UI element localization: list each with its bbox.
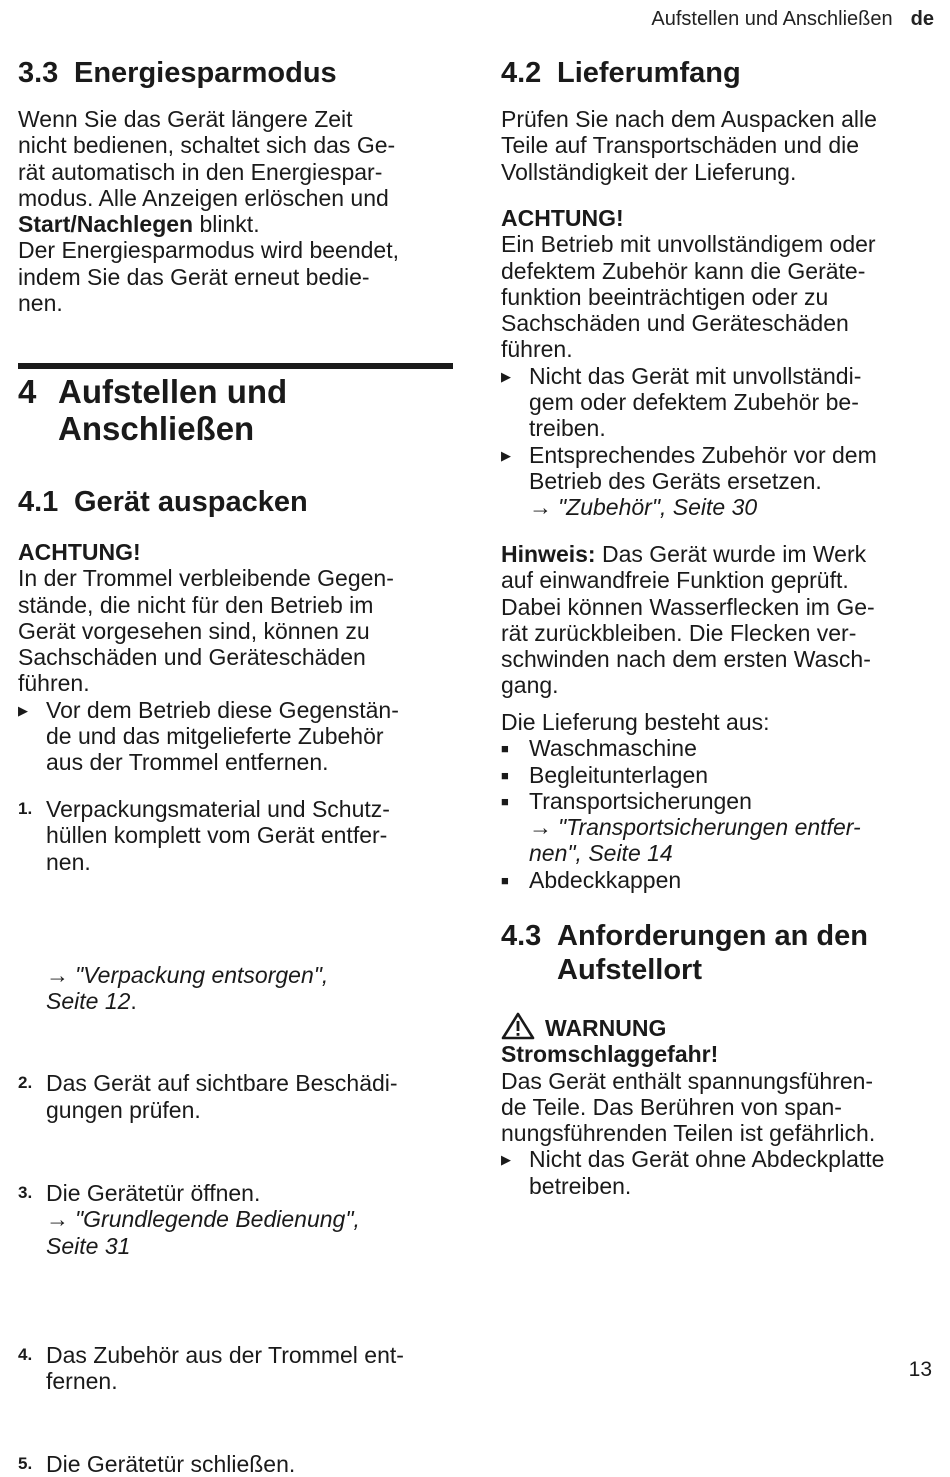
cross-reference: Seite 31 [46, 1232, 131, 1259]
step-3: 3. Die Gerätetür öffnen. → "Grundlegende Bedienung", Seite 31 [18, 1180, 453, 1259]
list-item: ■ Abdeckkappen [501, 867, 941, 893]
section-heading [18, 485, 453, 519]
step-1: 1. Verpackungsmaterial und Schutz- hüllen komplett vom Gerät entfer- nen. [18, 796, 390, 875]
cross-reference: "Verpackung entsorgen", [75, 961, 329, 988]
bullet-item: ▶ Vor dem Betrieb diese Gegenstän- de und das mitgelieferte Zubehör aus der Trommel entfernen. [18, 696, 399, 776]
text-line: nicht bedienen, schaltet sich das Ge- [18, 132, 396, 159]
list-item: ■ Waschmaschine [501, 735, 941, 761]
page-header [651, 8, 934, 31]
step-2: 2. Das Gerät auf sichtbare Beschädi- gungen prüfen. [18, 1070, 398, 1123]
notice-label: ACHTUNG! [18, 539, 141, 565]
section-number: 3.3 [18, 57, 59, 89]
page-number: 13 [908, 1358, 932, 1381]
hint-label: Hinweis: [501, 541, 596, 567]
section-4-2 [501, 56, 941, 90]
left-column [18, 0, 453, 1477]
section-4-3 [501, 919, 941, 987]
triangle-bullet-icon: ▶ [501, 1152, 511, 1168]
triangle-bullet-icon: ▶ [501, 368, 511, 384]
cross-reference: "Transportsicherungen entfer- [558, 814, 861, 841]
warning-triangle-icon [501, 1012, 535, 1040]
step-1-reference: → "Verpackung entsorgen", Seite 12. [46, 961, 329, 1015]
text-line: Start/Nachlegen blinkt. [18, 211, 260, 238]
list-item: ■ Begleitunterlagen [501, 762, 941, 788]
section-number: 4.3 [501, 920, 542, 952]
arrow-right-icon: → [46, 961, 69, 988]
warning-block: WARNUNG Stromschlaggefahr! Das Gerät enthält spannungsführen- de Teile. Das Berühren von span- nungsführenden Teilen ist gefährlich. ▶ Nicht das Gerät ohne Abdeckplatte betreiben. [501, 1012, 941, 1199]
chapter-title: Aufstellen und [58, 373, 288, 410]
section-number: 4.2 [501, 57, 542, 89]
chapter-4 [18, 373, 453, 447]
triangle-bullet-icon: ▶ [501, 447, 511, 463]
bullet-item: ▶ Nicht das Gerät ohne Abdeckplatte betreiben. [501, 1146, 885, 1199]
step-number: 3. [18, 1183, 33, 1203]
step-4: 4. Das Zubehör aus der Trommel ent- fernen. [18, 1341, 404, 1395]
text-line: indem Sie das Gerät erneut bedie- [18, 263, 370, 290]
hint-paragraph: Hinweis: Das Gerät wurde im Werk auf einwandfreie Funktion geprüft. Dabei können Wasserflecken im Ge- rät zurückbleiben. Die Flecken ver- schwinden nach dem ersten Wasch- gang. [501, 541, 875, 699]
triangle-bullet-icon: ▶ [18, 702, 28, 718]
warning-heading [501, 1012, 941, 1041]
section-title: Energiesparmodus [74, 57, 337, 89]
notice-label: ACHTUNG! [501, 205, 624, 231]
arrow-right-icon: → [529, 814, 552, 841]
chapter-heading [18, 373, 453, 447]
section-title: Anforderungen an den [557, 920, 868, 952]
cross-reference: "Grundlegende Bedienung", [75, 1206, 360, 1233]
notice-unpacking [18, 539, 453, 776]
chapter-rule [18, 363, 453, 369]
square-bullet-icon: ■ [501, 872, 509, 888]
step-number: 1. [18, 799, 33, 818]
cross-reference: "Zubehör", Seite 30 [558, 494, 758, 521]
energy-paragraph [18, 106, 453, 316]
notice-accessories: ACHTUNG! Ein Betrieb mit unvollständigem oder defektem Zubehör kann die Geräte- funktion beeinträchtigen oder zu Sachschäden und Geräteschäden führen. ▶ Nicht das Gerät mit unvollständi- gem oder defektem Zubehör be- treiben. ▶ Entsprechendes Zubehör vor dem Betrieb des Geräts ersetzen. → "Zubehör", Seite 30 [501, 205, 941, 521]
delivery-list [501, 709, 941, 893]
step-5: 5. Die Gerätetür schließen. [18, 1450, 296, 1477]
list-item: ■ Transportsicherungen → "Transportsicherungen entfer- nen", Seite 14 [501, 788, 941, 867]
list-intro: Die Lieferung besteht aus: [501, 709, 770, 735]
section-heading [501, 56, 941, 90]
text-line: modus. Alle Anzeigen erlöschen und [18, 184, 389, 211]
section-title: Lieferumfang [557, 57, 741, 89]
chapter-title: Anschließen [58, 410, 255, 447]
section-title: Gerät auspacken [74, 486, 308, 518]
text-line: führen. [18, 670, 90, 697]
header-title: Aufstellen und Anschließen [651, 8, 893, 30]
section-title: Aufstellort [557, 954, 702, 986]
cross-reference: Seite 12 [46, 988, 131, 1015]
text-line: Der Energiesparmodus wird beendet, [18, 237, 399, 264]
step-number: 5. [18, 1453, 33, 1473]
text-line: Sachschäden und Geräteschäden [18, 644, 366, 671]
language-tag: de [910, 8, 934, 30]
warning-label: WARNUNG [545, 1015, 667, 1041]
bullet-item: ▶ Nicht das Gerät mit unvollständi- gem oder defektem Zubehör be- treiben. [501, 362, 862, 442]
text-line: Gerät vorgesehen sind, können zu [18, 617, 370, 644]
section-4-1 [18, 485, 453, 519]
hazard-title: Stromschlaggefahr! [501, 1041, 719, 1068]
square-bullet-icon: ■ [501, 767, 509, 783]
arrow-right-icon: → [529, 494, 552, 521]
text-line: rät automatisch in den Energiespar- [18, 158, 383, 185]
step-number: 4. [18, 1344, 33, 1364]
section-heading [18, 56, 453, 90]
bullet-item: ▶ Entsprechendes Zubehör vor dem Betrieb des Geräts ersetzen. → "Zubehör", Seite 30 [501, 441, 877, 521]
start-button-label: Start/Nachlegen [18, 211, 194, 238]
arrow-right-icon: → [46, 1206, 69, 1233]
section-number: 4.1 [18, 486, 59, 518]
text-line: nen. [18, 290, 63, 317]
delivery-intro-paragraph: Prüfen Sie nach dem Auspacken alle Teile auf Transportschäden und die Vollständigkeit der Lieferung. [501, 106, 877, 185]
step-number: 2. [18, 1073, 33, 1093]
text-line: In der Trommel verbleibende Gegen- [18, 565, 394, 592]
square-bullet-icon: ■ [501, 741, 509, 757]
section-3-3 [18, 56, 453, 90]
square-bullet-icon: ■ [501, 793, 509, 809]
section-heading [501, 919, 941, 987]
text-line: Wenn Sie das Gerät längere Zeit [18, 106, 353, 132]
cross-reference: nen", Seite 14 [529, 840, 673, 867]
chapter-number: 4 [18, 373, 37, 410]
text-line: stände, die nicht für den Betrieb im [18, 591, 374, 618]
